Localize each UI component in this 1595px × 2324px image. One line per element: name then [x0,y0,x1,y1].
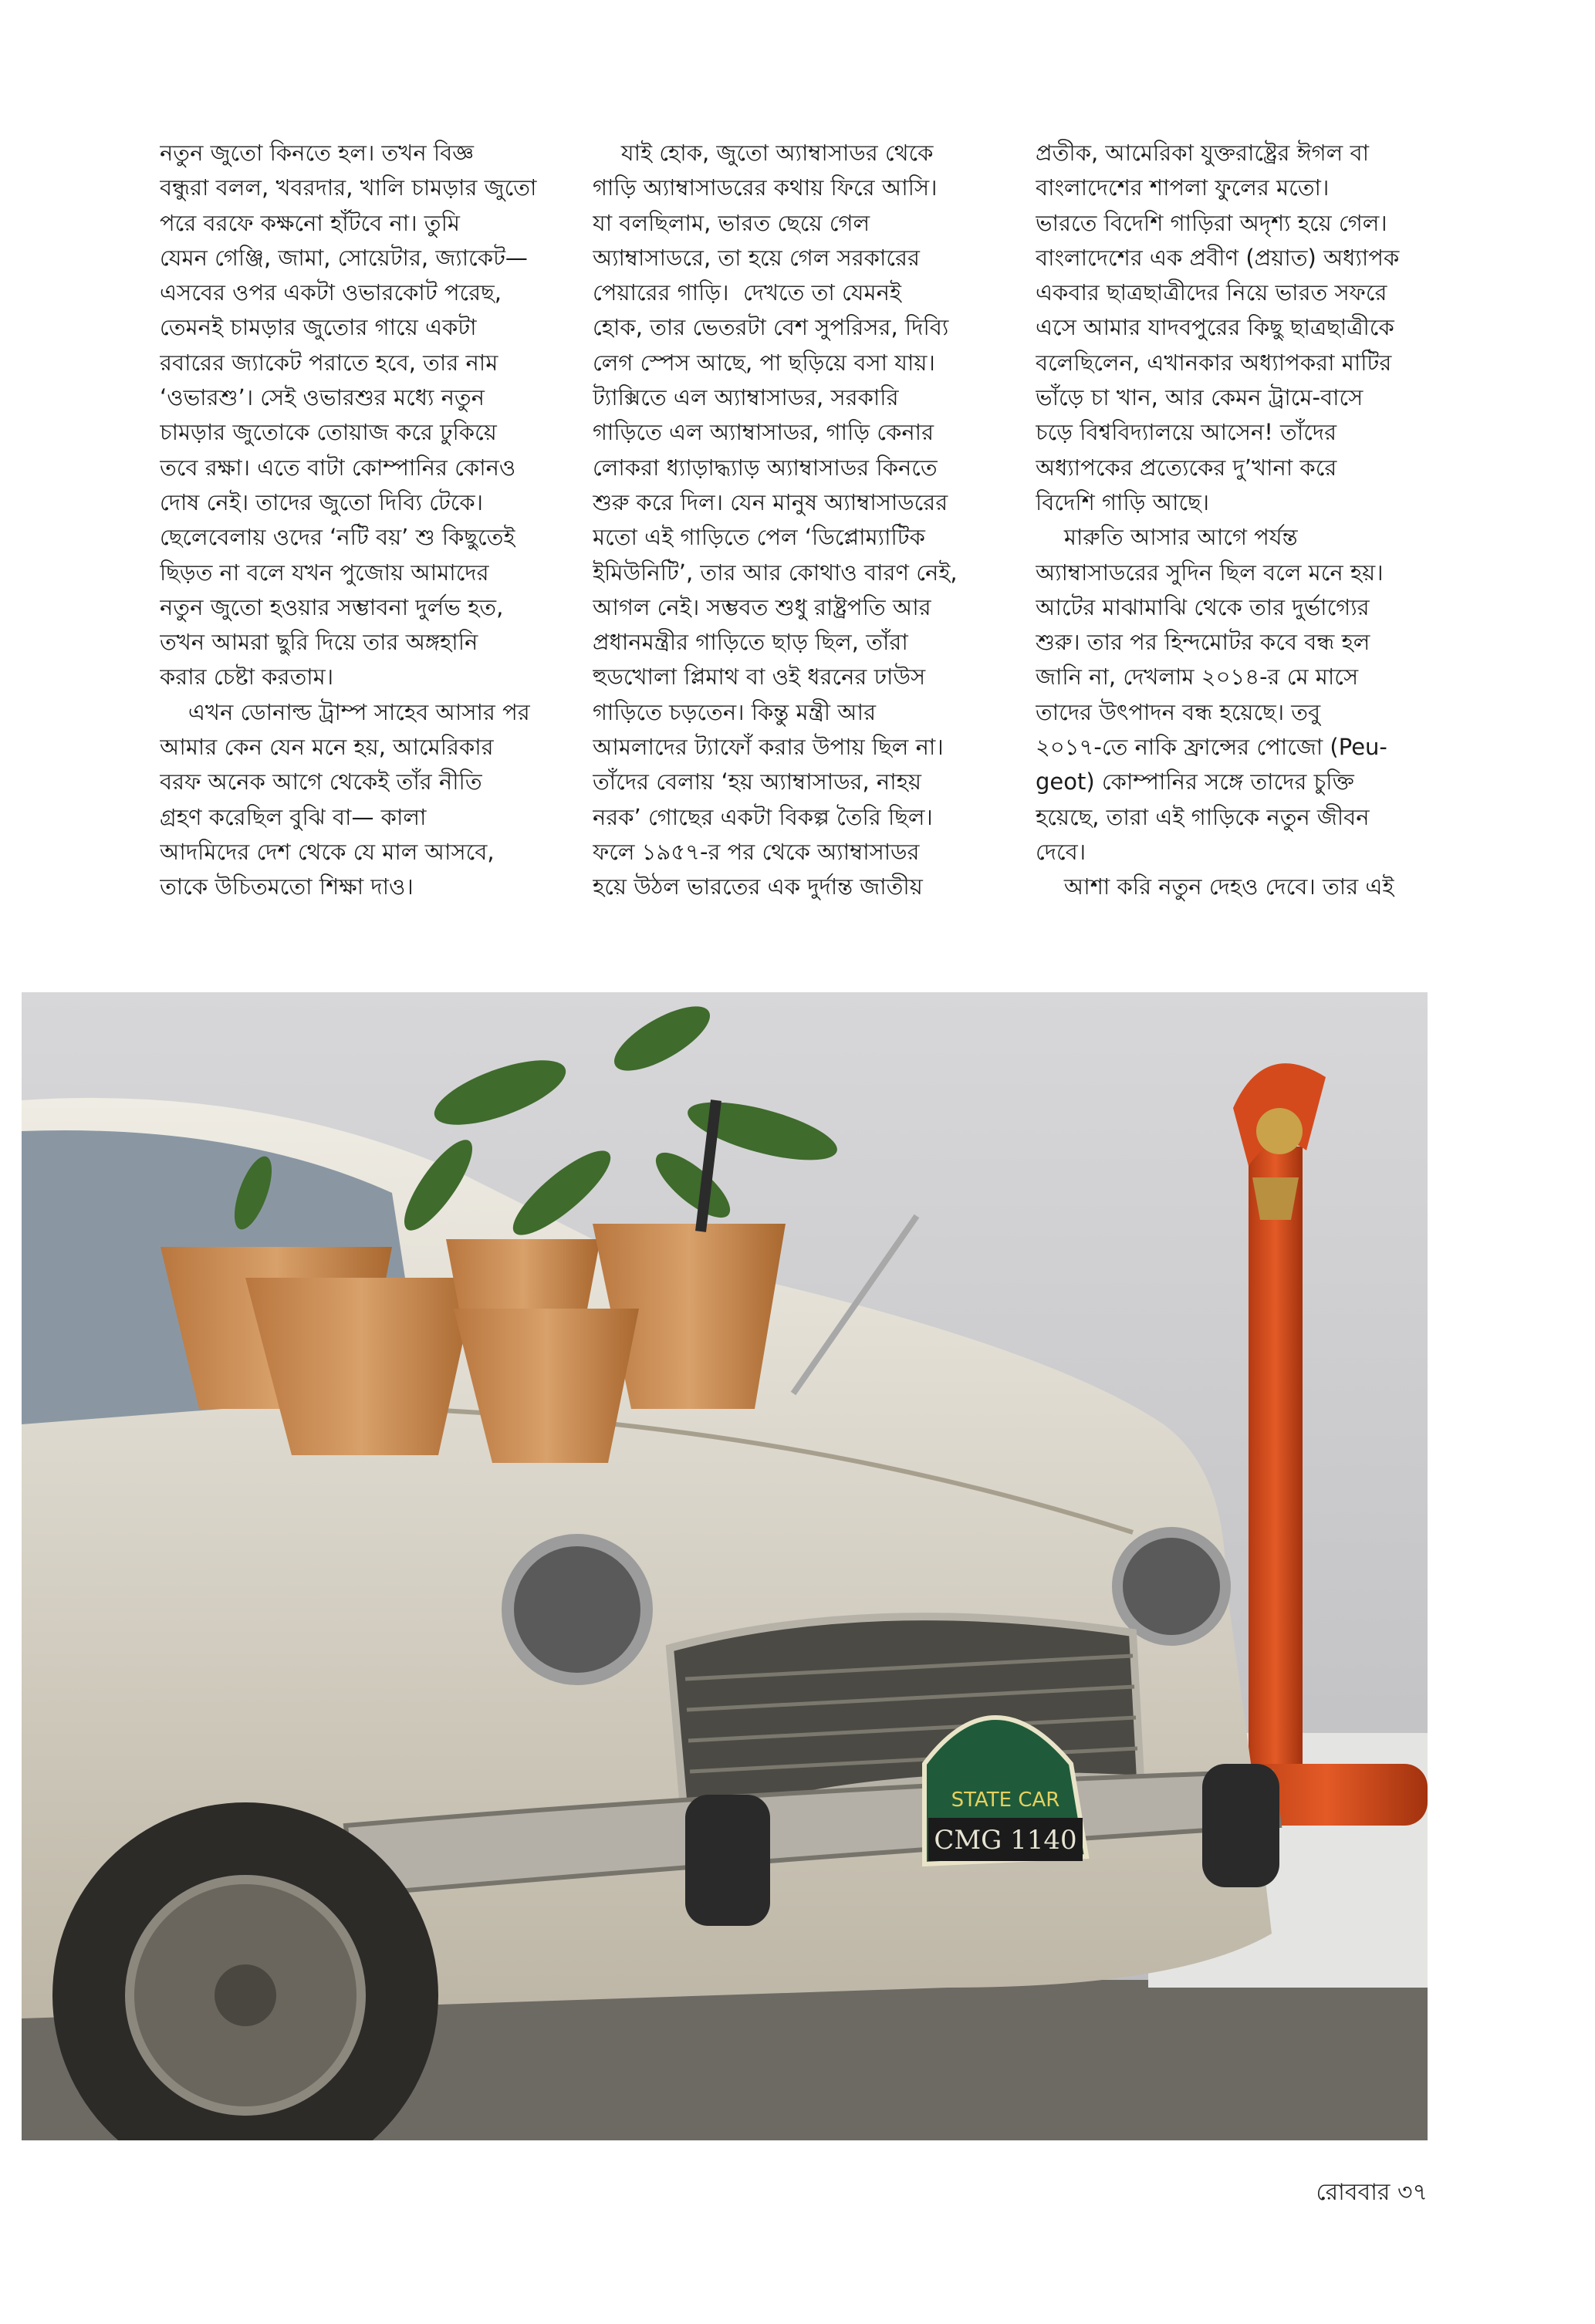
text-line: ভারতে বিদেশি গাড়িরা অদৃশ্য হয়ে গেল। [1036,209,1387,236]
text-line: এসবের ওপর একটা ওভারকোট পরেছ, [160,279,502,306]
text-line: ট্যাক্সিতে এল অ্যাম্বাসাডর, সরকারি [593,384,899,411]
left-headlight [508,1540,647,1679]
plate-top-text: STATE CAR [951,1789,1060,1812]
text-line: গ্রহণ করেছিল বুঝি বা— কালা [160,803,427,830]
text-line: শুরু করে দিল। যেন মানুষ অ্যাম্বাসাডরের [593,488,948,515]
text-line: জানি না, দেখলাম ২০১৪-র মে মাসে [1036,664,1359,691]
text-line: বলেছিলেন, এখানকার অধ্যাপকরা মাটির [1036,349,1392,376]
text-line: ছেলেবেলায় ওদের ‘নটি বয়’ শু কিছুতেই [160,524,515,551]
text-line: পেয়ারের গাড়ি। দেখতে তা যেমনই [593,279,901,306]
text-line: এখন ডোনাল্ড ট্রাম্প সাহেব আসার পর [160,698,530,725]
text-line: অধ্যাপকের প্রত্যেকের দু’খানা করে [1036,454,1337,481]
text-line: geot) কোম্পানির সঙ্গে তাদের চুক্তি [1036,768,1354,795]
text-line: ২০১৭-তে নাকি ফ্রান্সের পোজো (Peu- [1036,734,1387,761]
ambassador-car-photo [22,992,1428,2140]
right-headlight [1117,1532,1225,1640]
text-line: ইমিউনিটি’, তার আর কোথাও বারণ নেই, [593,559,958,586]
text-line: নতুন জুতো কিনতে হল। তখন বিজ্ঞ [160,140,475,166]
text-line: ছিড়ত না বলে যখন পুজোয় আমাদের [160,559,489,586]
text-line: করার চেষ্টা করতাম। [160,664,334,691]
page-footer-label: রোববার ৩৭ [1316,2179,1428,2206]
text-line: হোক, তার ভেতরটা বেশ সুপরিসর, দিব্যি [593,314,949,341]
text-line: লোকরা ধ্যাড়াদ্ধ্যাড় অ্যাম্বাসাডর কিনতে [593,454,938,481]
brass-valve-icon [1256,1108,1303,1154]
text-line: দোষ নেই। তাদের জুতো দিব্যি টেকে। [160,488,484,515]
text-line: যাই হোক, জুতো অ্যাম্বাসাডর থেকে [593,140,934,166]
text-line: রবারের জ্যাকেট পরাতে হবে, তার নাম [160,349,498,376]
orange-pipe-vertical [1249,1147,1303,1764]
text-line: অ্যাম্বাসাডরে, তা হয়ে গেল সরকারের [593,244,920,271]
bumper-guard-left [685,1795,770,1926]
text-line: হয়ে উঠল ভারতের এক দুর্দান্ত জাতীয় [593,873,923,900]
text-line: পরে বরফে কক্ষনো হাঁটবে না। তুমি [160,209,460,236]
text-line: আটের মাঝামাঝি থেকে তার দুর্ভাগ্যের [1036,593,1370,620]
text-line: আমার কেন যেন মনে হয়, আমেরিকার [160,734,494,761]
text-line: একবার ছাত্রছাত্রীদের নিয়ে ভারত সফরে [1036,279,1387,306]
text-line: দেবে। [1036,838,1086,865]
text-line: গাড়িতে এল অ্যাম্বাসাডর, গাড়ি কেনার [593,419,934,446]
text-line: তাদের উৎপাদন বন্ধ হয়েছে। তবু [1036,698,1321,725]
text-line: অ্যাম্বাসাডরের সুদিন ছিল বলে মনে হয়। [1036,559,1384,586]
text-line: চামড়ার জুতোকে তোয়াজ করে ঢুকিয়ে [160,419,497,446]
text-line: হয়েছে, তারা এই গাড়িকে নতুন জীবন [1036,803,1370,830]
text-line: বন্ধুরা বলল, খবরদার, খালি চামড়ার জুতো [160,174,537,201]
wheel-center [215,1964,276,2026]
text-line: প্রতীক, আমেরিকা যুক্তরাষ্ট্রের ঈগল বা [1036,140,1370,166]
text-line: ভাঁড়ে চা খান, আর কেমন ট্রামে-বাসে [1036,384,1364,411]
text-line: বরফ অনেক আগে থেকেই তাঁর নীতি [160,768,482,795]
article-column-3 [1036,136,1429,905]
text-line: আশা করি নতুন দেহও দেবে। তার এই [1036,873,1394,900]
article-column-2 [593,136,986,905]
plate-number-text: CMG 1140 [934,1825,1077,1856]
text-line: বাংলাদেশের এক প্রবীণ (প্রয়াত) অধ্যাপক [1036,244,1400,271]
text-line: আগল নেই। সম্ভবত শুধু রাষ্ট্রপতি আর [593,593,931,620]
text-line: ‘ওভারশু’। সেই ওভারশুর মধ্যে নতুন [160,384,485,411]
text-line: ফলে ১৯৫৭-র পর থেকে অ্যাম্বাসাডর [593,838,920,865]
car-photo-illustration [22,992,1428,2140]
text-line: তেমনই চামড়ার জুতোর গায়ে একটা [160,314,477,341]
text-line: বাংলাদেশের শাপলা ফুলের মতো। [1036,174,1330,201]
text-line: মতো এই গাড়িতে পেল ‘ডিপ্লোম্যাটিক [593,524,925,551]
text-line: যেমন গেঞ্জি, জামা, সোয়েটার, জ্যাকেট— [160,244,528,271]
text-line: নতুন জুতো হওয়ার সম্ভাবনা দুর্লভ হত, [160,593,504,620]
text-line: আমলাদের ট্যাফোঁ করার উপায় ছিল না। [593,734,944,761]
article-column-1 [160,136,553,905]
text-line: গাড়িতে চড়তেন। কিন্তু মন্ত্রী আর [593,698,877,725]
text-line: হুডখোলা প্লিমাথ বা ওই ধরনের ঢাউস [593,664,926,691]
text-line: তবে রক্ষা। এতে বাটা কোম্পানির কোনও [160,454,516,481]
text-line: শুরু। তার পর হিন্দমোটর কবে বন্ধ হল [1036,629,1370,656]
text-line: প্রধানমন্ত্রীর গাড়িতে ছাড় ছিল, তাঁরা [593,629,908,656]
text-line: বিদেশি গাড়ি আছে। [1036,488,1210,515]
text-line: যা বলছিলাম, ভারত ছেয়ে গেল [593,209,870,236]
text-line: তাঁদের বেলায় ‘হয় অ্যাম্বাসাডর, নাহয় [593,768,921,795]
text-line: নরক’ গোছের একটা বিকল্প তৈরি ছিল। [593,803,933,830]
text-line: এসে আমার যাদবপুরের কিছু ছাত্রছাত্রীকে [1036,314,1394,341]
brass-nozzle-icon [1252,1177,1299,1220]
bumper-guard-right [1202,1764,1279,1887]
text-line: তাকে উচিতমতো শিক্ষা দাও। [160,873,414,900]
text-line: চড়ে বিশ্ববিদ্যালয়ে আসেন! তাঁদের [1036,419,1337,446]
text-line: গাড়ি অ্যাম্বাসাডরের কথায় ফিরে আসি। [593,174,938,201]
text-line: লেগ স্পেস আছে, পা ছড়িয়ে বসা যায়। [593,349,935,376]
text-line: তখন আমরা ছুরি দিয়ে তার অঙ্গহানি [160,629,478,656]
text-line: মারুতি আসার আগে পর্যন্ত [1036,524,1298,551]
text-line: আদমিদের দেশ থেকে যে মাল আসবে, [160,838,495,865]
